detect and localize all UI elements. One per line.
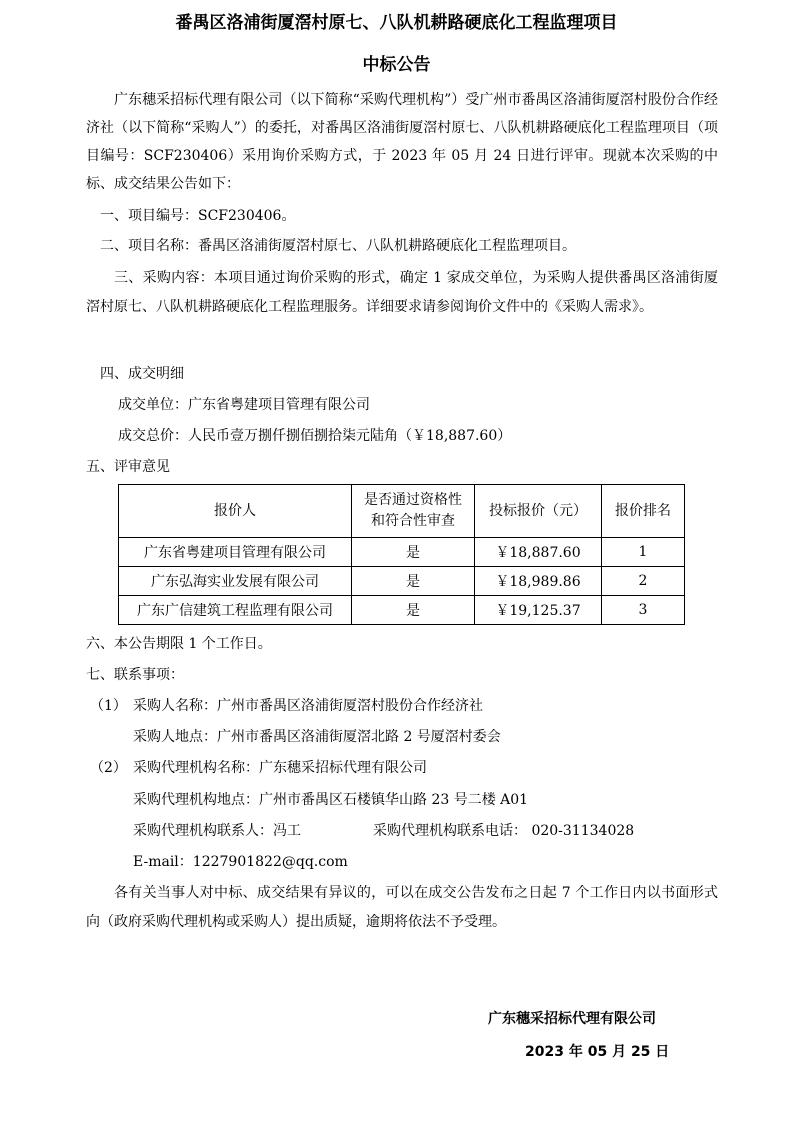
intro-paragraph: 广东穗采招标代理有限公司（以下简称“采购代理机构”）受广州市番禺区洛浦街厦滘村股份合作经济社（以下简称“采购人”）的委托，对番禺区洛浦街厦滘村原七、八队机耕路硬底化工程监理项目（项目编号：SCF230406）采用询价采购方式，于 2023 年 05 月 24 日进行评审。现就本次采购的中标、成交结果公告如下： [86,92,718,192]
review-table [118,484,685,625]
agency-phone: 采购代理机构联系电话： 020-31134028 [373,823,635,839]
header-qualification: 是否通过资格性 和符合性审查 [352,485,475,538]
signature-organization: 广东穗采招标代理有限公司 [488,1011,656,1027]
agency-email: E-mail：1227901822@qq.com [133,854,348,870]
cell-bidder: 广东广信建筑工程监理有限公司 [119,596,352,625]
table-row [119,596,685,625]
cell-rank: 3 [602,596,685,625]
header-bid-price: 投标报价（元） [475,485,602,538]
cell-qualified: 是 [352,567,475,596]
cell-price: ￥18,887.60 [475,538,602,567]
document-subtitle: 中标公告 [362,55,431,75]
document-title: 番禺区洛浦街厦滘村原七、八队机耕路硬底化工程监理项目 [175,13,618,33]
header-bidder: 报价人 [119,485,352,538]
cell-bidder: 广东弘海实业发展有限公司 [119,567,352,596]
table-header-row [119,485,685,538]
agency-name: 采购代理机构名称：广东穗采招标代理有限公司 [133,760,427,776]
section-announcement-period: 六、本公告期限 1 个工作日。 [86,636,272,652]
table-row [119,538,685,567]
section-transaction-details: 四、成交明细 [100,366,184,382]
section-project-name: 二、项目名称：番禺区洛浦街厦滘村原七、八队机耕路硬底化工程监理项目。 [100,238,576,254]
signature-date: 2023 年 05 月 25 日 [525,1044,670,1060]
cell-price: ￥18,989.86 [475,567,602,596]
closing-paragraph: 各有关当事人对中标、成交结果有异议的，可以在成交公告发布之日起 7 个工作日内以书面形式向（政府采购代理机构或采购人）提出质疑，逾期将依法不予受理。 [86,885,718,930]
section-procurement-content: 三、采购内容：本项目通过询价采购的形式，确定 1 家成交单位，为采购人提供番禺区洛浦街厦滘村原七、八队机耕路硬底化工程监理服务。详细要求请参阅询价文件中的《采购人需求》。 [86,270,718,315]
section-project-number: 一、项目编号：SCF230406。 [100,208,296,224]
section-contact: 七、联系事项： [86,667,184,683]
cell-rank: 2 [602,567,685,596]
agency-address: 采购代理机构地点：广州市番禺区石楼镇华山路 23 号二楼 A01 [133,792,529,808]
cell-rank: 1 [602,538,685,567]
agency-contact-person: 采购代理机构联系人：冯工 [133,823,301,839]
cell-bidder: 广东省粤建项目管理有限公司 [119,538,352,567]
section-review-opinion: 五、评审意见 [86,459,170,475]
header-rank: 报价排名 [602,485,685,538]
purchaser-name: 采购人名称：广州市番禺区洛浦街厦滘村股份合作经济社 [133,698,483,714]
contact-1-number: （1） [90,698,127,714]
cell-qualified: 是 [352,538,475,567]
contact-2-number: （2） [90,760,127,776]
cell-qualified: 是 [352,596,475,625]
table-row [119,567,685,596]
winner-line: 成交单位：广东省粤建项目管理有限公司 [118,397,370,413]
cell-price: ￥19,125.37 [475,596,602,625]
purchaser-address: 采购人地点：广州市番禺区洛浦街厦滘北路 2 号厦滘村委会 [133,729,501,745]
total-price-line: 成交总价：人民币壹万捌仟捌佰捌拾柒元陆角（￥18,887.60） [118,428,512,444]
